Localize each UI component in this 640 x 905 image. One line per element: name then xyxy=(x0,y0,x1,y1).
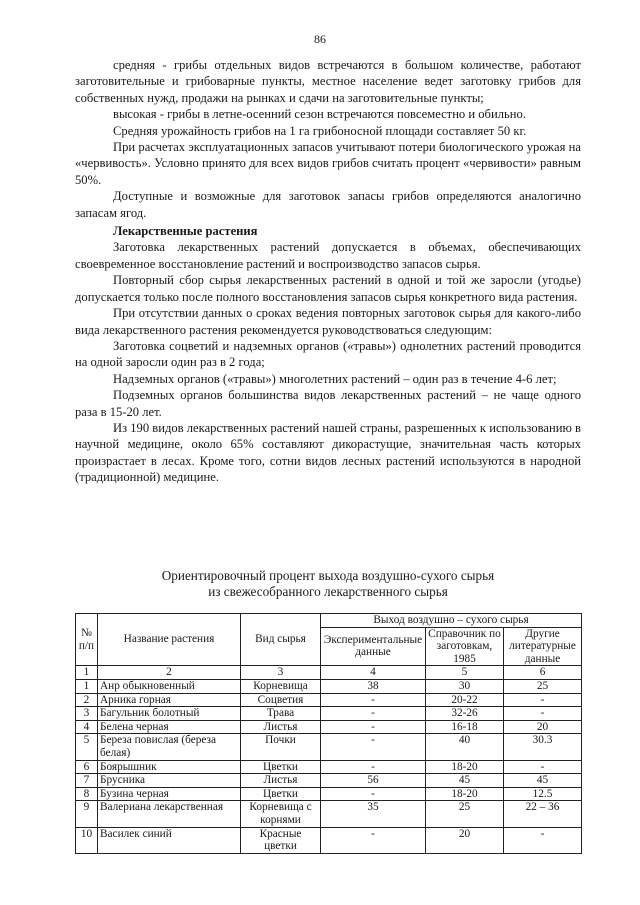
paragraph: Доступные и возможные для заготовок запасы грибов определяются аналогично запасам ягод. xyxy=(75,189,581,220)
plant-name: Арника горная xyxy=(98,693,241,707)
table-row xyxy=(76,774,582,788)
table-row xyxy=(76,679,582,693)
plant-name: Белена черная xyxy=(98,720,241,734)
reference-value: 40 xyxy=(426,734,504,760)
reference-value: 30 xyxy=(426,679,504,693)
other-value: 20 xyxy=(504,720,582,734)
paragraph: При отсутствии данных о сроках ведения повторных заготовок сырья для какого-либо вида лекарственного растения рекомендуется руководствоваться следующим: xyxy=(75,306,581,337)
raw-type: Цветки xyxy=(241,760,321,774)
header-experimental: Экспериментальные данные xyxy=(321,627,426,666)
experimental-value: 38 xyxy=(321,679,426,693)
column-number: 1 xyxy=(76,666,98,680)
raw-type: Листья xyxy=(241,720,321,734)
plant-name: Валериана лекарственная xyxy=(98,801,241,827)
paragraph: Надземных органов («травы») многолетних растений – один раз в течение 4-6 лет; xyxy=(113,371,557,386)
paragraph: Из 190 видов лекарственных растений нашей страны, разрешенных к использованию в научной медицине, около 65% составляют дикорастущие, значительная часть которых произрастает в лесах. Кроме того, сотни видов лесных растений используются в народной (традиционной) медицине. xyxy=(75,420,581,485)
other-value: - xyxy=(504,827,582,853)
other-value: - xyxy=(504,707,582,721)
plant-name: Береза повислая (береза белая) xyxy=(98,734,241,760)
paragraph: Подземных органов большинства видов лекарственных растений – не чаще одного раза в 15-20 лет. xyxy=(75,388,581,419)
raw-type: Трава xyxy=(241,707,321,721)
page-number: 86 xyxy=(314,32,326,46)
row-number: 8 xyxy=(76,787,98,801)
row-number: 9 xyxy=(76,801,98,827)
experimental-value: - xyxy=(321,693,426,707)
table-row xyxy=(76,787,582,801)
plant-name: Анр обыкновенный xyxy=(98,679,241,693)
experimental-value: - xyxy=(321,720,426,734)
table-row xyxy=(76,734,582,760)
raw-type: Красные цветки xyxy=(241,827,321,853)
other-value: 22 – 36 xyxy=(504,801,582,827)
row-number: 2 xyxy=(76,693,98,707)
paragraph: Средняя урожайность грибов на 1 га грибоносной площади составляет 50 кг. xyxy=(113,123,527,138)
plant-name: Боярышник xyxy=(98,760,241,774)
header-reference: Справочник по заготовкам, 1985 xyxy=(426,627,504,666)
raw-type: Корневища с корнями xyxy=(241,801,321,827)
table-title xyxy=(75,568,581,600)
experimental-value: - xyxy=(321,787,426,801)
column-number-row xyxy=(76,666,582,680)
experimental-value: 35 xyxy=(321,801,426,827)
raw-type: Листья xyxy=(241,774,321,788)
section-heading: Лекарственные растения xyxy=(113,224,258,239)
header-num: № п/п xyxy=(76,614,98,666)
other-value: 25 xyxy=(504,679,582,693)
experimental-value: - xyxy=(321,760,426,774)
row-number: 3 xyxy=(76,707,98,721)
other-value: - xyxy=(504,760,582,774)
header-other: Другие литературные данные xyxy=(504,627,582,666)
row-number: 1 xyxy=(76,679,98,693)
raw-type: Почки xyxy=(241,734,321,760)
reference-value: 20-22 xyxy=(426,693,504,707)
header-group: Выход воздушно – сухого сырья xyxy=(321,614,582,628)
plant-name: Василек синий xyxy=(98,827,241,853)
table-title-line: Ориентировочный процент выхода воздушно-сухого сырья xyxy=(161,568,495,583)
raw-type: Соцветия xyxy=(241,693,321,707)
reference-value: 25 xyxy=(426,801,504,827)
table-row xyxy=(76,827,582,853)
table-title-line: из свежесобранного лекарственного сырья xyxy=(208,584,448,599)
paragraph: средняя - грибы отдельных видов встречаются в большом количестве, работают заготовительные и грибоварные пункты, местное население ведет заготовку грибов для собственных нужд, продажи на рынках и сдачи на заготовительные пункты; xyxy=(75,58,581,105)
raw-type: Цветки xyxy=(241,787,321,801)
table-row xyxy=(76,707,582,721)
column-number: 3 xyxy=(241,666,321,680)
header-name: Название растения xyxy=(98,614,241,666)
paragraph: Повторный сбор сырья лекарственных растений в одной и той же заросли (угодье) допускается только после полного восстановления запасов сырья конкретного вида растения. xyxy=(75,273,581,304)
header-type: Вид сырья xyxy=(241,614,321,666)
paragraph: Заготовка соцветий и надземных органов («травы») однолетних растений проводится на одной заросли один раз в 2 года; xyxy=(75,338,581,370)
experimental-value: - xyxy=(321,827,426,853)
other-value: 12.5 xyxy=(504,787,582,801)
table-row xyxy=(76,801,582,827)
column-number: 2 xyxy=(98,666,241,680)
plant-name: Брусника xyxy=(98,774,241,788)
table-row xyxy=(76,760,582,774)
reference-value: 18-20 xyxy=(426,787,504,801)
table-row xyxy=(76,693,582,707)
column-number: 4 xyxy=(321,666,426,680)
plant-name: Багульник болотный xyxy=(98,707,241,721)
reference-value: 16-18 xyxy=(426,720,504,734)
experimental-value: 56 xyxy=(321,774,426,788)
reference-value: 32-26 xyxy=(426,707,504,721)
row-number: 10 xyxy=(76,827,98,853)
column-number: 5 xyxy=(426,666,504,680)
plant-name: Бузина черная xyxy=(98,787,241,801)
paragraph: Заготовка лекарственных растений допускается в объемах, обеспечивающих своевременное восстановление растений и воспроизводство запасов сырья. xyxy=(75,240,581,271)
yield-table xyxy=(75,613,582,854)
row-number: 4 xyxy=(76,720,98,734)
other-value: 30.3 xyxy=(504,734,582,760)
row-number: 5 xyxy=(76,734,98,760)
reference-value: 18-20 xyxy=(426,760,504,774)
raw-type: Корневища xyxy=(241,679,321,693)
other-value: 45 xyxy=(504,774,582,788)
reference-value: 45 xyxy=(426,774,504,788)
column-number: 6 xyxy=(504,666,582,680)
paragraph: При расчетах эксплуатационных запасов учитывают потери биологического урожая на «червивость». Условно принято для всех видов грибов считать процент «червивости» равным 50%. xyxy=(75,140,581,187)
experimental-value: - xyxy=(321,734,426,760)
row-number: 6 xyxy=(76,760,98,774)
other-value: - xyxy=(504,693,582,707)
paragraph: высокая - грибы в летне-осенний сезон встречаются повсеместно и обильно. xyxy=(113,107,526,122)
reference-value: 20 xyxy=(426,827,504,853)
body-text xyxy=(75,57,581,486)
experimental-value: - xyxy=(321,707,426,721)
table-row xyxy=(76,720,582,734)
row-number: 7 xyxy=(76,774,98,788)
